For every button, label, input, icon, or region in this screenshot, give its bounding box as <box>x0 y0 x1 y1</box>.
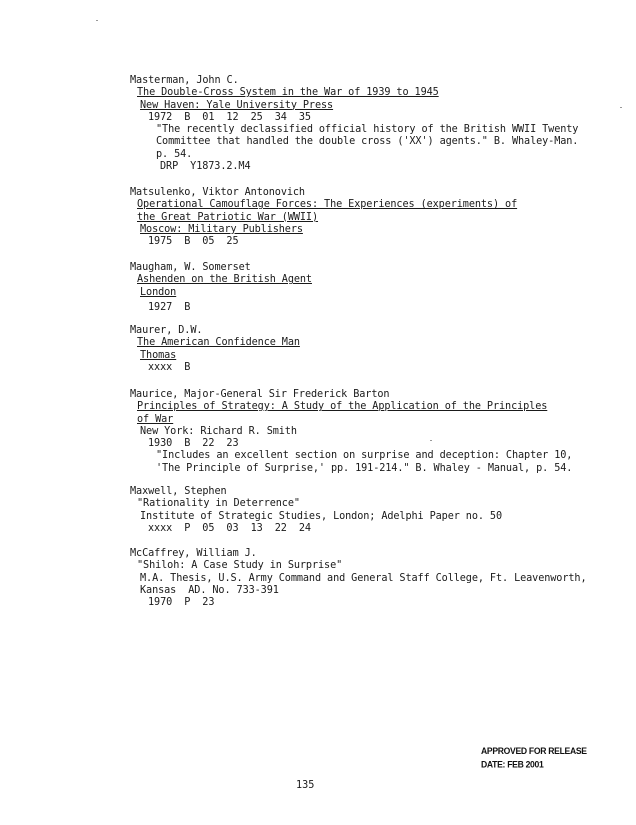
entry-note: 'The Principle of Surprise,' pp. 191-214." B. Whaley - Manual, p. 54. <box>156 462 573 474</box>
bibliography-entry <box>130 187 610 248</box>
bibliography-entry <box>130 389 610 475</box>
entry-title: Operational Camouflage Forces: The Experiences (experiments) of <box>137 199 518 211</box>
entry-publisher: London <box>140 286 177 298</box>
entry-title: the Great Patriotic War (WWII) <box>137 211 319 223</box>
entry-title: "Rationality in Deterrence" <box>137 498 300 510</box>
entry-note: "Includes an excellent section on surprise and deception: Chapter 10, <box>156 450 573 462</box>
entry-publisher: M.A. Thesis, U.S. Army Command and General Staff College, Ft. Leavenworth, <box>140 572 587 584</box>
entry-codes: 1927 B <box>148 301 191 313</box>
entry-codes: 1970 P 23 <box>148 597 215 609</box>
page-number: 135 <box>296 780 315 791</box>
entry-note: p. 54. <box>156 148 193 160</box>
release-stamp <box>481 745 587 771</box>
entry-codes: 1930 B 22 23 <box>148 438 239 450</box>
bibliography-entry <box>130 548 610 609</box>
entry-author: Maugham, W. Somerset <box>130 262 251 273</box>
entry-author: Maurer, D.W. <box>130 325 203 336</box>
bibliography-entry <box>130 262 610 314</box>
entry-publisher: Kansas AD. No. 733-391 <box>140 584 279 596</box>
entry-title: Principles of Strategy: A Study of the Application of the Principles <box>137 401 548 413</box>
entry-publisher: Thomas <box>140 349 177 361</box>
entry-publisher: Institute of Strategic Studies, London; Adelphi Paper no. 50 <box>140 510 503 522</box>
entry-codes: 1975 B 05 25 <box>148 236 239 248</box>
release-stamp-line1: APPROVED FOR RELEASE <box>481 745 587 757</box>
entry-author: Masterman, John C. <box>130 75 239 86</box>
entry-title: Ashenden on the British Agent <box>137 274 312 286</box>
entry-note: Committee that handled the double cross ('XX') agents." B. Whaley-Man. <box>156 136 579 148</box>
scan-speck <box>620 107 622 108</box>
entry-author: Matsulenko, Viktor Antonovich <box>130 187 305 198</box>
entry-codes: 1972 B 01 12 25 34 35 <box>148 111 311 123</box>
entry-publisher: New York: Richard R. Smith <box>140 425 297 437</box>
entry-title: The American Confidence Man <box>137 337 300 349</box>
entry-title: of War <box>137 413 174 425</box>
entry-publisher: New Haven: Yale University Press <box>140 99 334 111</box>
entry-author: Maxwell, Stephen <box>130 486 227 497</box>
entry-author: McCaffrey, William J. <box>130 548 257 559</box>
scan-speck <box>96 20 98 21</box>
entry-author: Maurice, Major-General Sir Frederick Barton <box>130 389 390 400</box>
entry-call-number: DRP Y1873.2.M4 <box>160 161 251 173</box>
bibliography-entry <box>130 75 610 173</box>
scan-speck <box>430 440 432 441</box>
entry-codes: xxxx P 05 03 13 22 24 <box>148 522 311 534</box>
entry-publisher: Moscow: Military Publishers <box>140 223 303 235</box>
entry-title: The Double-Cross System in the War of 1939 to 1945 <box>137 87 439 99</box>
bibliography-entry <box>130 325 610 374</box>
entry-title: "Shiloh: A Case Study in Surprise" <box>137 560 343 572</box>
entry-codes: xxxx B <box>148 361 191 373</box>
entry-note: "The recently declassified official history of the British WWII Twenty <box>156 124 579 136</box>
release-stamp-line2: DATE: FEB 2001 <box>481 757 544 770</box>
bibliography-entry <box>130 486 610 535</box>
